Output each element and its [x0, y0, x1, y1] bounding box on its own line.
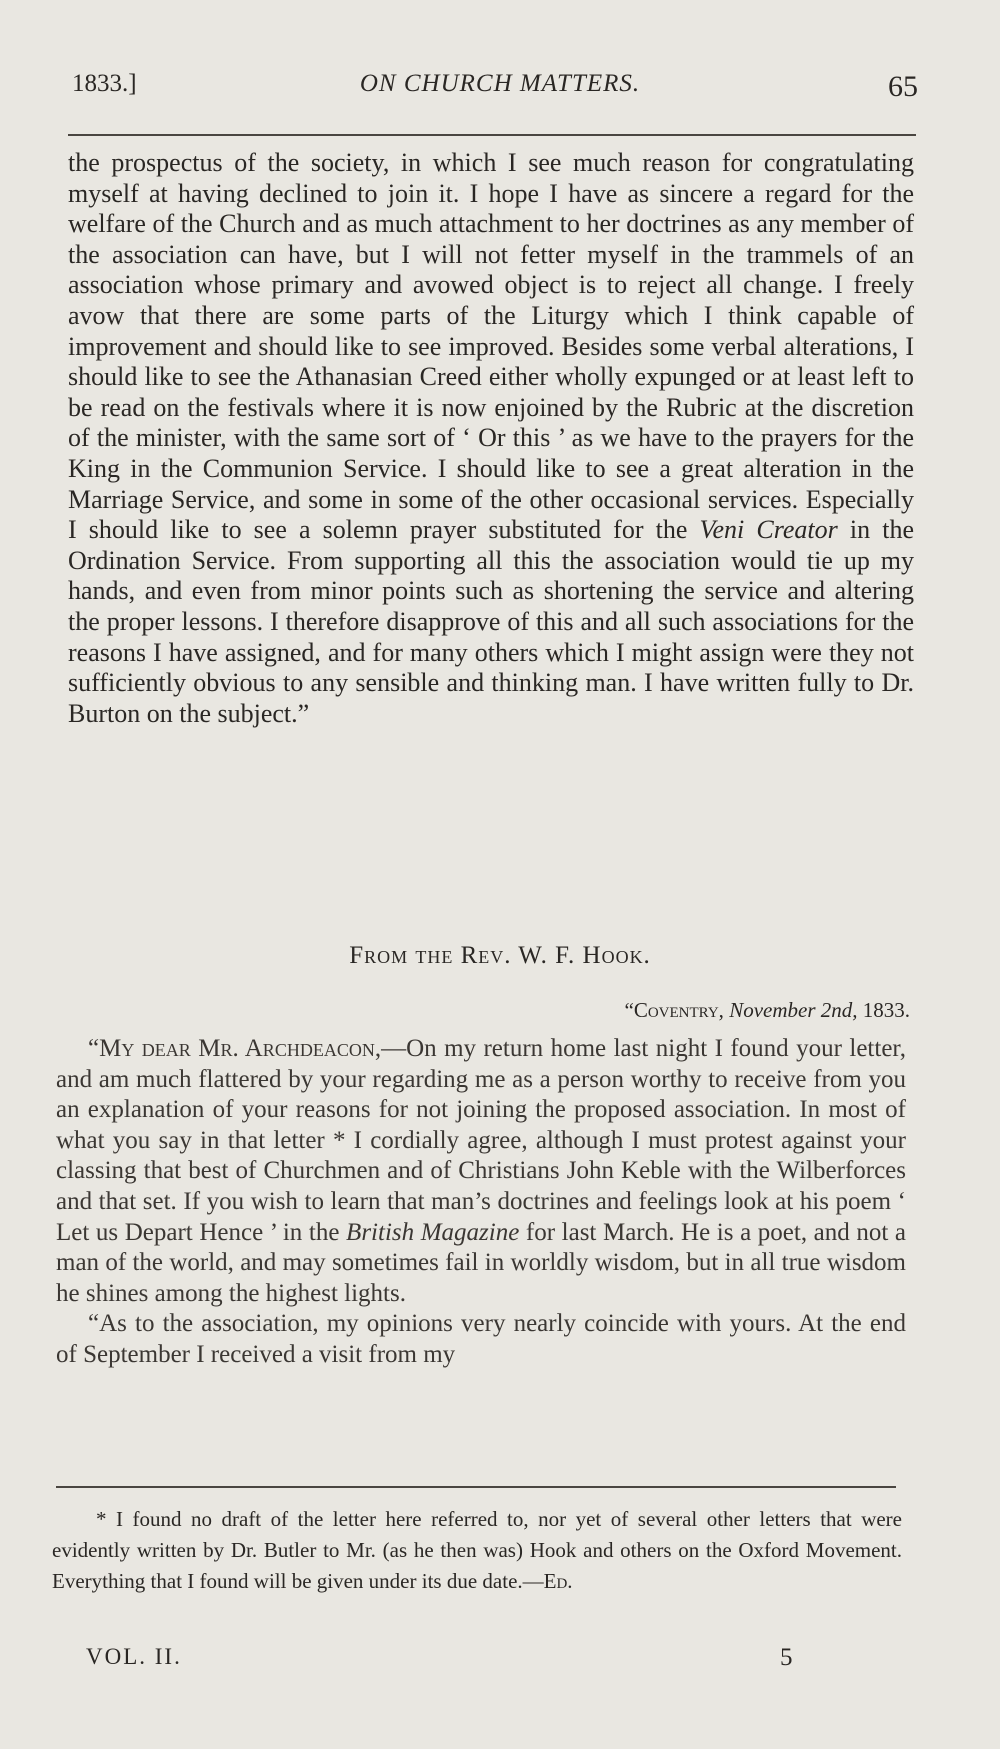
- dateline-place: “Coventry,: [624, 998, 724, 1022]
- running-title: ON CHURCH MATTERS.: [359, 70, 641, 97]
- page-number: 65: [888, 70, 918, 103]
- footnote: [52, 1504, 902, 1597]
- letter-paragraph: [56, 1034, 906, 1309]
- volume-signature: VOL. II.: [86, 1644, 182, 1669]
- letter-text-end: for last March. He is a poet, and not a man of the world, and may sometimes fail in worldly wisdom, but in all true wisdom he shines among the highest lights.: [56, 1218, 906, 1307]
- dateline-year: 1833.: [862, 998, 910, 1022]
- section-heading: From the Rev. W. F. Hook.: [349, 942, 651, 969]
- footnote-editor: Ed.: [543, 1569, 573, 1593]
- header-rule: [68, 134, 916, 136]
- signature-number: 5: [780, 1644, 793, 1671]
- footnote-text: * I found no draft of the letter here referred to, nor yet of several other letters that were evidently written by Dr. Butler to Mr. (as he then was) Hook and others on the Oxford Movement. Everything that I found will be given under its due date.—: [52, 1507, 902, 1593]
- body-text-part1: the prospectus of the society, in which I see much reason for congratulating myself at having declined to join it. I hope I have as sincere a regard for the welfare of the Church and as much attachment to her doctrines as any member of the association can have, but I will not fetter myself in the trammels of an association whose primary and avowed object is to reject all change. I freely avow that there are some parts of the Liturgy which I think capable of improvement and should like to see improved. Besides some verbal alterations, I should like to see the Athanasian Creed either wholly expunged or at least left to be read on the festivals where it is now enjoined by the Rubric at the discretion of the minister, with the same sort of ‘ Or this ’ as we have to the prayers for the King in the Communion Service. I should like to see a great alteration in the Marriage Service, and some in some of the other occasional services. Especially I should like to see a solemn prayer substituted for the: [68, 148, 914, 545]
- letter-italic: British Magazine: [346, 1218, 520, 1246]
- dateline-date: November 2nd,: [729, 998, 858, 1022]
- letter-dateline: [625, 998, 910, 1023]
- header-year: 1833.]: [72, 70, 137, 97]
- letter-text: —On my return home last night I found your letter, and am much flattered by your regarding me as a person worthy to receive from you an explanation of your reasons for not joining the proposed association. In most of what you say in that letter * I cordially agree, although I must protest against your classing that best of Churchmen and of Christians John Keble with the Wilberforces and that set. If you wish to learn that man’s doctrines and feelings look at his poem ‘ Let us Depart Hence ’ in the: [56, 1035, 906, 1246]
- letter-body: [56, 1034, 906, 1371]
- body-paragraph: [68, 148, 914, 729]
- footnote-rule: [56, 1486, 896, 1488]
- letter-paragraph: “As to the association, my opinions very nearly coincide with yours. At the end of September I received a visit from my: [56, 1310, 906, 1368]
- body-text-italic: Veni Creator: [699, 515, 838, 545]
- letter-salutation: “My dear Mr. Archdeacon,: [88, 1035, 382, 1062]
- body-text-part2: in the Ordination Service. From supporting all this the association would tie up my hands, and even from minor points such as shortening the service and altering the proper lessons. I therefore disapprove of this and all such associations for the reasons I have assigned, and for many others which I might assign were they not sufficiently obvious to any sensible and thinking man. I have written fully to Dr. Burton on the subject.”: [68, 515, 915, 728]
